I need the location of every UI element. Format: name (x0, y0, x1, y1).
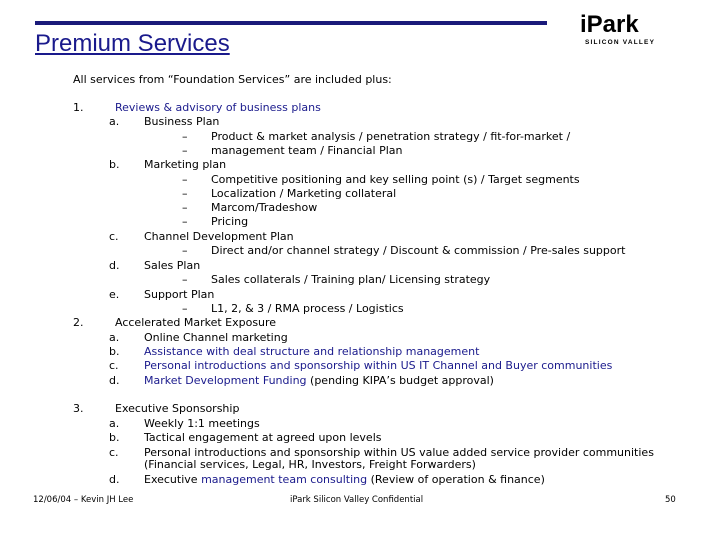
sub-letter: a. (109, 331, 120, 344)
sub-letter: b. (109, 431, 120, 444)
item-number: 1. (73, 101, 84, 114)
sub-item: Channel Development Plan (144, 230, 294, 243)
sub-letter: d. (109, 473, 120, 486)
detail-line: Direct and/or channel strategy / Discount & commission / Pre-sales support (211, 244, 626, 257)
footer-confidential: iPark Silicon Valley Confidential (290, 495, 424, 505)
item-number: 3. (73, 402, 84, 415)
dash: – (182, 201, 188, 214)
detail-line: L1, 2, & 3 / RMA process / Logistics (211, 302, 404, 315)
sub-letter: c. (109, 230, 119, 243)
detail-line: Competitive positioning and key selling point (s) / Target segments (211, 173, 580, 186)
dash: – (182, 215, 188, 228)
sub-item: Personal introductions and sponsorship within US value added service provider communities (144, 446, 654, 459)
item-number: 2. (73, 316, 84, 329)
sub-letter: a. (109, 115, 120, 128)
exec-note: (Review of operation & finance) (367, 473, 545, 486)
dash: – (182, 302, 188, 315)
logo-subtext: SILICON VALLEY (585, 39, 656, 46)
detail-line: Pricing (211, 215, 249, 228)
sub-letter: c. (109, 446, 119, 459)
sub-item: Tactical engagement at agreed upon levels (144, 431, 382, 444)
section-title: Accelerated Market Exposure (115, 316, 277, 329)
sub-item: Business Plan (144, 115, 220, 128)
section-title: Reviews & advisory of business plans (115, 101, 321, 114)
detail-line: Localization / Marketing collateral (211, 187, 397, 200)
sub-item: Assistance with deal structure and relationship management (144, 345, 480, 358)
sub-item: Personal introductions and sponsorship within US IT Channel and Buyer communities (144, 359, 613, 372)
sub-item-continued: (Financial services, Legal, HR, Investors, Freight Forwarders) (144, 458, 476, 471)
footer-author: 12/06/04 – Kevin JH Lee (33, 495, 134, 505)
intro-text: All services from “Foundation Services” are included plus: (73, 73, 392, 86)
sub-item: Sales Plan (144, 259, 201, 272)
sub-item: Support Plan (144, 288, 215, 301)
ipark-logo (580, 12, 690, 46)
dash: – (182, 244, 188, 257)
dash: – (182, 144, 188, 157)
sub-letter: d. (109, 259, 120, 272)
page-title: Premium Services (35, 30, 230, 57)
exec-consulting: management team consulting (201, 473, 368, 486)
sub-letter: a. (109, 417, 120, 430)
sub-item (144, 473, 545, 486)
sub-item: Online Channel marketing (144, 331, 288, 344)
page-number: 50 (665, 495, 676, 505)
dash: – (182, 173, 188, 186)
sub-letter: e. (109, 288, 120, 301)
exec-prefix: Executive (144, 473, 202, 486)
sub-item: Marketing plan (144, 158, 227, 171)
mdf-text: Market Development Funding (144, 374, 307, 387)
sub-letter: b. (109, 158, 120, 171)
sub-letter: c. (109, 359, 119, 372)
dash: – (182, 187, 188, 200)
dash: – (182, 273, 188, 286)
title-rule (35, 21, 547, 25)
section-title: Executive Sponsorship (115, 402, 240, 415)
detail-line: Product & market analysis / penetration strategy / fit-for-market / (211, 130, 571, 143)
detail-line: management team / Financial Plan (211, 144, 403, 157)
sub-letter: d. (109, 374, 120, 387)
detail-line: Sales collaterals / Training plan/ Licensing strategy (211, 273, 491, 286)
sub-item: Weekly 1:1 meetings (144, 417, 260, 430)
sub-letter: b. (109, 345, 120, 358)
mdf-note: (pending KIPA’s budget approval) (306, 374, 494, 387)
dash: – (182, 130, 188, 143)
logo-text: iPark (580, 11, 639, 38)
detail-line: Marcom/Tradeshow (211, 201, 318, 214)
sub-item (144, 374, 494, 387)
